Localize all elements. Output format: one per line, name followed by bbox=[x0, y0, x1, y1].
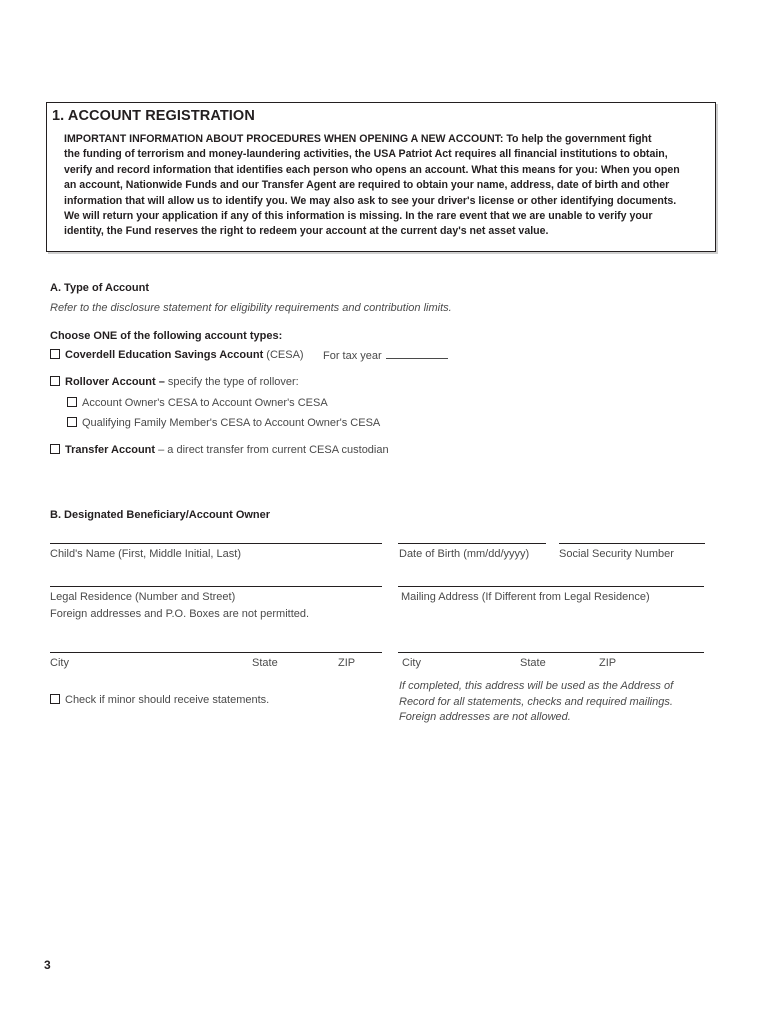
notice-line: verify and record information that identifies each person who opens an account. What this means for you: When you open bbox=[64, 163, 680, 176]
childs-name-line[interactable] bbox=[50, 543, 382, 544]
mailing-address-line[interactable] bbox=[398, 586, 704, 587]
city-state-zip-line-left[interactable] bbox=[50, 652, 382, 653]
minor-statements-checkbox[interactable] bbox=[50, 694, 60, 704]
state-label-left: State bbox=[252, 657, 278, 669]
rollover-suboption-1[interactable] bbox=[67, 397, 328, 409]
tax-year-label: For tax year bbox=[323, 350, 382, 362]
section-title: 1. ACCOUNT REGISTRATION bbox=[52, 108, 255, 124]
coverdell-option[interactable] bbox=[50, 349, 304, 361]
part-b-heading: B. Designated Beneficiary/Account Owner bbox=[50, 509, 271, 521]
legal-residence-line[interactable] bbox=[50, 586, 382, 587]
transfer-label: Transfer Account bbox=[65, 444, 156, 456]
ssn-label: Social Security Number bbox=[559, 548, 674, 560]
ssn-line[interactable] bbox=[559, 543, 705, 544]
notice-line: IMPORTANT INFORMATION ABOUT PROCEDURES WHEN OPENING A NEW ACCOUNT: To help the government fight bbox=[64, 133, 652, 145]
patriot-act-notice bbox=[64, 132, 704, 240]
coverdell-checkbox[interactable] bbox=[50, 349, 60, 359]
minor-statements-option[interactable] bbox=[50, 694, 269, 706]
rollover-checkbox[interactable] bbox=[50, 376, 60, 386]
mailing-note-line: Foreign addresses are not allowed. bbox=[399, 711, 571, 723]
rollover-sub-checkbox-1[interactable] bbox=[67, 397, 77, 407]
minor-statements-label: Check if minor should receive statements. bbox=[65, 694, 270, 706]
mailing-address-label: Mailing Address (If Different from Legal Residence) bbox=[401, 591, 650, 603]
mailing-address-note bbox=[399, 679, 673, 726]
part-a-heading: A. Type of Account bbox=[50, 282, 149, 294]
zip-label-right: ZIP bbox=[599, 657, 617, 669]
mailing-note-line: If completed, this address will be used as the Address of bbox=[399, 680, 674, 692]
notice-line: identity, the Fund reserves the right to redeem your account at the current day's net asset value. bbox=[64, 225, 549, 238]
transfer-checkbox[interactable] bbox=[50, 444, 60, 454]
disclosure-note: Refer to the disclosure statement for eligibility requirements and contribution limits. bbox=[50, 302, 452, 314]
coverdell-suffix: (CESA) bbox=[263, 349, 304, 361]
city-label-right: City bbox=[402, 657, 421, 669]
rollover-sub-label-1: Account Owner's CESA to Account Owner's CESA bbox=[82, 397, 328, 409]
dob-label: Date of Birth (mm/dd/yyyy) bbox=[399, 548, 530, 560]
notice-line: the funding of terrorism and money-laundering activities, the USA Patriot Act requires all financial institutions to obtain, bbox=[64, 148, 668, 161]
coverdell-label: Coverdell Education Savings Account bbox=[65, 349, 264, 361]
notice-line: an account, Nationwide Funds and our Transfer Agent are required to obtain your name, address, date of birth and other bbox=[64, 179, 670, 192]
tax-year-field[interactable] bbox=[323, 350, 448, 362]
tax-year-blank[interactable] bbox=[386, 350, 448, 359]
rollover-suboption-2[interactable] bbox=[67, 417, 380, 429]
rollover-suffix: specify the type of rollover: bbox=[164, 376, 299, 388]
transfer-suffix: – a direct transfer from current CESA custodian bbox=[155, 444, 389, 456]
page-number: 3 bbox=[44, 958, 51, 972]
zip-label-left: ZIP bbox=[338, 657, 356, 669]
choose-account-label: Choose ONE of the following account types: bbox=[50, 330, 283, 342]
city-label-left: City bbox=[50, 657, 69, 669]
notice-line: We will return your application if any of this information is missing. In the rare event that we are unable to verify your bbox=[64, 210, 653, 223]
city-state-zip-line-right[interactable] bbox=[398, 652, 704, 653]
legal-residence-label: Legal Residence (Number and Street) bbox=[50, 591, 236, 603]
childs-name-label: Child's Name (First, Middle Initial, Last) bbox=[50, 548, 241, 560]
transfer-option[interactable] bbox=[50, 444, 389, 456]
dob-line[interactable] bbox=[398, 543, 546, 544]
rollover-sub-checkbox-2[interactable] bbox=[67, 417, 77, 427]
rollover-sub-label-2: Qualifying Family Member's CESA to Account Owner's CESA bbox=[82, 417, 381, 429]
rollover-option[interactable] bbox=[50, 376, 299, 388]
foreign-address-note: Foreign addresses and P.O. Boxes are not permitted. bbox=[50, 608, 310, 620]
rollover-label: Rollover Account – bbox=[65, 376, 165, 388]
notice-line: information that will allow us to identify you. We may also ask to see your driver's license or other identifying documents. bbox=[64, 194, 677, 207]
state-label-right: State bbox=[520, 657, 546, 669]
mailing-note-line: Record for all statements, checks and required mailings. bbox=[399, 695, 673, 708]
